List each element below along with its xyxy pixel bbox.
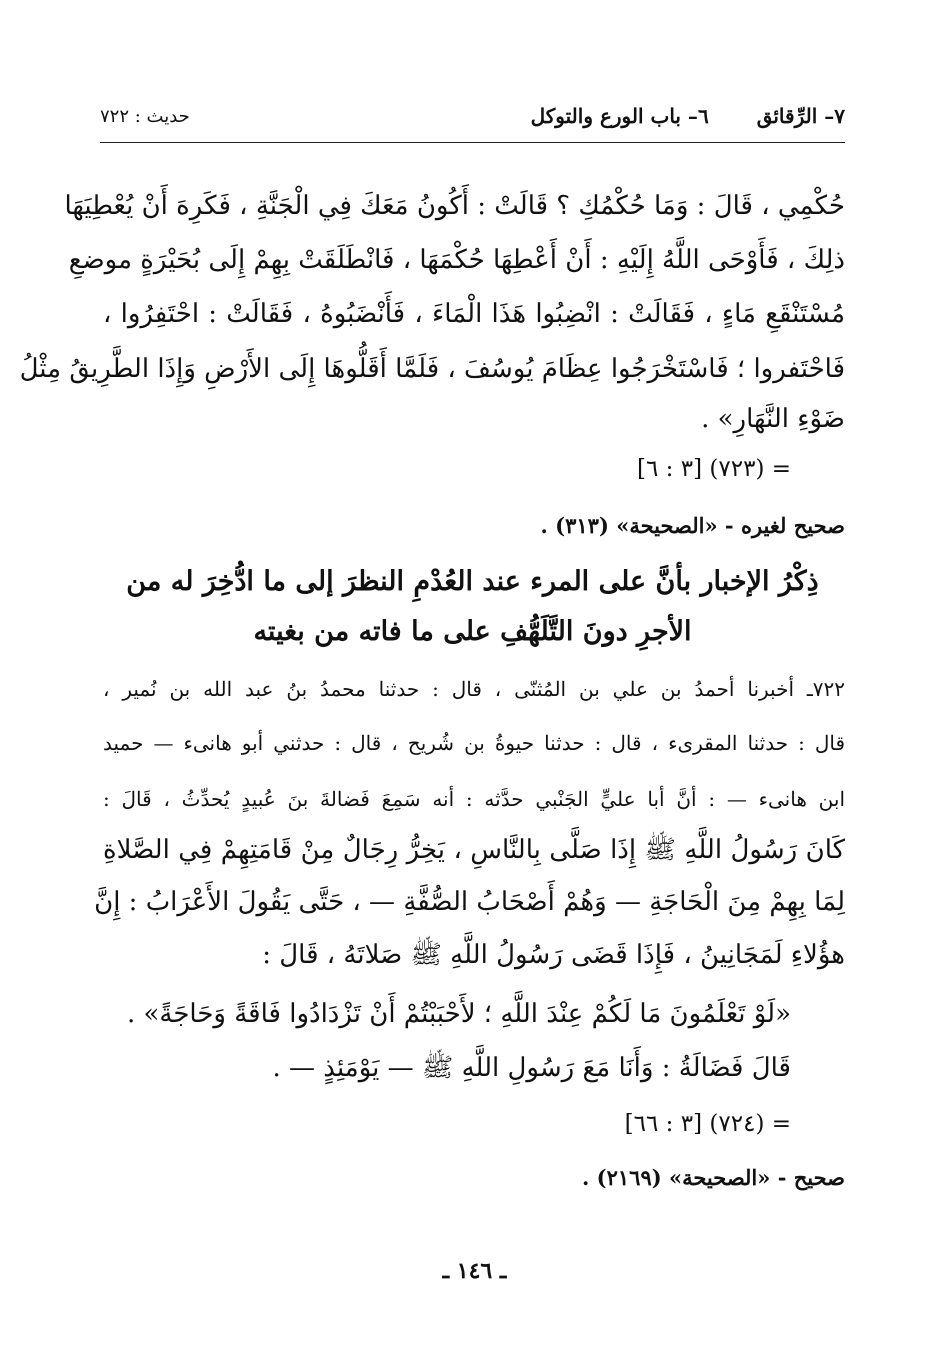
- text-line: ذلِكَ ، فَأَوْحَى اللَّهُ إِلَيْهِ : أَنْ أَعْطِهَا حُكْمَهَا ، فَانْطَلَقَتْ بِهِمْ إِلَى بُحَيْرَةٍ موضعِ: [68, 245, 845, 275]
- page-number: ـ ١٤٦ ـ: [442, 1258, 507, 1284]
- header-section: ٦– باب الورع والتوكل: [530, 104, 709, 128]
- chapter-heading-line: الأجرِ دونَ التَّلَهُّفِ على ما فاته من بغيته: [253, 616, 692, 647]
- text-line: قَالَ فَضَالَةُ : وَأَنَا مَعَ رَسُولِ اللَّهِ ﷺ — يَوْمَئِذٍ — .: [272, 1053, 791, 1083]
- text-line: مُسْتَنْقَعِ مَاءٍ ، فَقَالَتْ : انْضِبُوا هَذَا الْمَاءَ ، فَأَنْضَبُوهُ ، فَقَالَتْ : احْتَفِرُوا ،: [103, 299, 845, 329]
- text-line: حُكْمِي ، قَالَ : وَمَا حُكْمُكِ ؟ قَالَتْ : أَكُونُ مَعَكَ فِي الْجَنَّةِ ، فَكَرِهَ أَنْ يُعْطِيَهَا: [64, 191, 845, 221]
- isnad-line: قال : حدثنا المقرىء ، قال : حدثنا حيوةُ بن شُريح ، قال : حدثني أبو هانىء — حميد: [103, 731, 845, 755]
- text-line: هؤُلاءِ لَمَجَانِينُ ، فَإِذَا قَضَى رَسُولُ اللَّهِ ﷺ صَلاتَهُ ، قَالَ :: [262, 940, 845, 970]
- text-line: لِمَا بِهِمْ مِنَ الْحَاجَةِ — وَهُمْ أَصْحَابُ الصُّفَّةِ — ، حَتَّى يَقُولَ الأَعْرَابُ : إِنَّ: [94, 887, 845, 917]
- text-line: كَانَ رَسُولُ اللَّهِ ﷺ إِذَا صَلَّى بِالنَّاسِ ، يَخِرُّ رِجَالٌ مِنْ قَامَتِهِمْ فِي الصَّلاةِ: [103, 835, 845, 865]
- grading-note: صحيح لغيره - «الصحيحة» (٣١٣) .: [540, 513, 845, 538]
- text-line: ضَوْءِ النَّهَارِ» .: [701, 404, 845, 434]
- text-line: «لَوْ تَعْلَمُونَ مَا لَكُمْ عِنْدَ اللَّهِ ؛ لأَحْبَبْتُمْ أَنْ تَزْدَادُوا فَاقَةً وَحَاجَةً» .: [126, 999, 791, 1029]
- header-rule: [100, 142, 845, 143]
- chapter-heading-line: ذِكْرُ الإخبار بأنَّ على المرء عند العُدْمِ النظرَ إلى ما ادُّخِرَ له من: [126, 566, 819, 597]
- text-line: فَاحْتَفروا ؛ فَاسْتَخْرَجُوا عِظَامَ يُوسُفَ ، فَلَمَّا أَقَلُّوهَا إِلَى الأَرْضِ وَإِذَا الطَّرِيقُ مِثْلُ: [19, 354, 845, 384]
- header-chapter-section: [531, 104, 845, 128]
- isnad-line: ٧٢٢ـ أخبرنا أحمدُ بن علي بن المُثنّى ، قال : حدثنا محمدُ بنُ عبد الله بن نُمير ،: [103, 677, 845, 701]
- grading-note: صحيح - «الصحيحة» (٢١٦٩) .: [582, 1165, 845, 1190]
- cross-reference: = (٧٢٣) [٣ : ٦]: [637, 456, 791, 482]
- header-chapter: ٧– الرِّقائق: [756, 104, 845, 128]
- header-hadith-ref: حديث : ٧٢٢: [100, 106, 190, 127]
- isnad-line: ابن هانىء — : أنَّ أبا عليٍّ الجَنْبي حدَّثه : أنه سَمِعَ فَضالةَ بنَ عُبيدٍ يُحدِّثُ ، قَالَ :: [103, 787, 845, 811]
- running-header: [100, 104, 845, 140]
- cross-reference: = (٧٢٤) [٣ : ٦٦]: [624, 1111, 791, 1137]
